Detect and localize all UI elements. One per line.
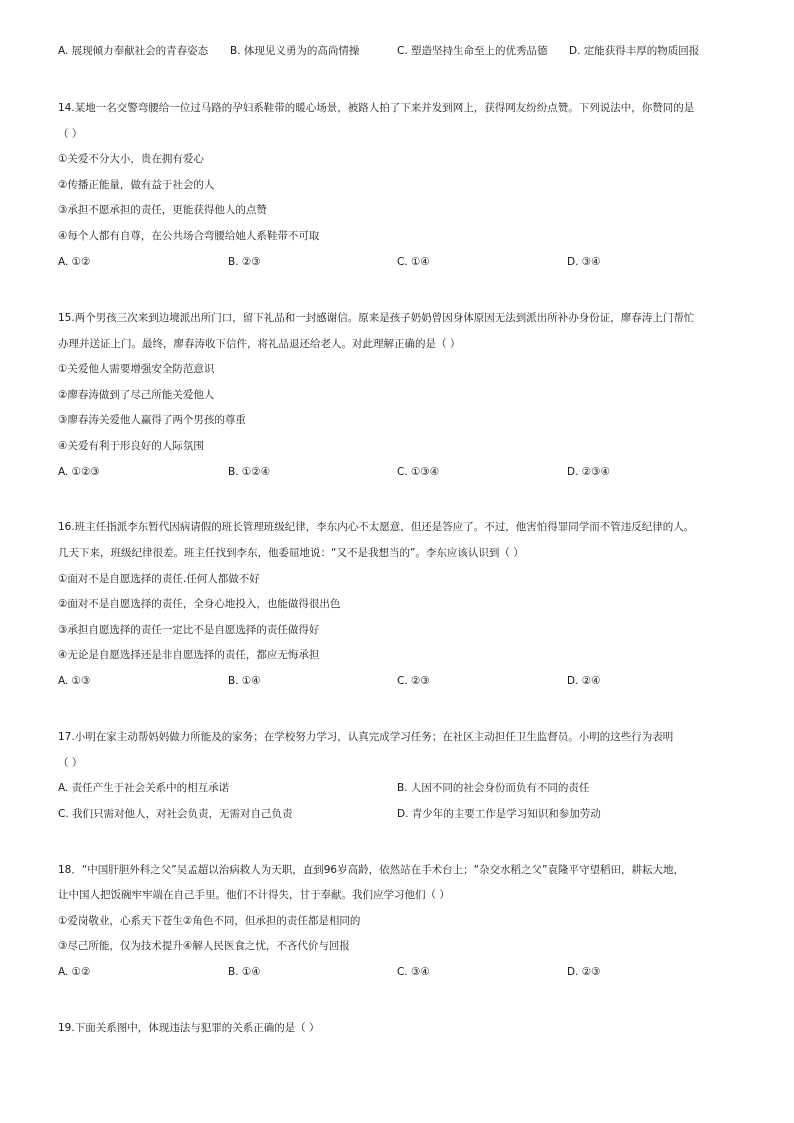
q14-statement-4: ④每个人都有自尊，在公共场合弯腰给她人系鞋带不可取	[58, 230, 320, 242]
q18-option-a: A. ①②	[58, 966, 91, 978]
q16-option-b: B. ①④	[228, 675, 261, 687]
q15-option-d: D. ②③④	[567, 466, 610, 478]
q13-option-d: D. 定能获得丰厚的物质回报	[569, 45, 700, 57]
q16-statement-1: ①面对不是自愿选择的责任.任何人都做不好	[58, 573, 260, 585]
q15-statement-2: ②廖春涛做到了尽己所能关爱他人	[58, 389, 215, 401]
q18-option-c: C. ③④	[397, 966, 430, 978]
q18-statement-1: ①爱岗敬业，心系天下苍生②角色不同，但承担的责任都是相同的	[58, 915, 361, 927]
q15-statement-3: ③廖春涛关爱他人赢得了两个男孩的尊重	[58, 414, 246, 426]
q13-option-b: B. 体现见义勇为的高尚情操	[230, 45, 360, 57]
q17-option-a: A. 责任产生于社会关系中的相互承诺	[58, 782, 230, 794]
q16-statement-3: ③承担自愿选择的责任一定比不是自愿选择的责任做得好	[58, 624, 320, 636]
q16-statement-4: ④无论是自愿选择还是非自愿选择的责任，都应无悔承担	[58, 649, 320, 661]
q18-statement-2: ③尽己所能，仅为技术提升④解人民医食之忧，不吝代价与回报	[58, 940, 350, 952]
q15-stem-line1: 15.两个男孩三次来到边境派出所门口，留下礼品和一封感谢信。原来是孩子奶奶曾因身体原因无法到派出所补办身份证，廖春涛上门帮忙	[58, 312, 695, 324]
q16-stem-line1: 16.班主任指派李东暂代因病请假的班长管理班级纪律，李东内心不太愿意，但还是答应了。不过，他害怕得罪同学而不管违反纪律的人。	[58, 521, 695, 533]
q17-option-c: C. 我们只需对他人，对社会负责，无需对自己负责	[58, 808, 293, 820]
q16-stem-line2: 几天下来，班级纪律很差。班主任找到李东，他委屈地说：“又不是我想当的”。李东应该认识到（ ）	[58, 547, 524, 559]
q14-statement-3: ③承担不愿承担的责任，更能获得他人的点赞	[58, 204, 267, 216]
q13-option-a: A. 展现倾力奉献社会的青春姿态	[58, 45, 209, 57]
q15-statement-4: ④关爱有利于形良好的人际氛围	[58, 440, 204, 452]
q16-option-c: C. ②③	[397, 675, 430, 687]
q14-option-d: D. ③④	[567, 256, 601, 268]
q14-option-c: C. ①④	[397, 256, 430, 268]
q16-option-d: D. ②④	[567, 675, 601, 687]
q18-option-b: B. ①④	[228, 966, 261, 978]
q13-option-c: C. 塑造坚持生命至上的优秀品德	[397, 45, 548, 57]
q15-option-a: A. ①②③	[58, 466, 100, 478]
q15-option-b: B. ①②④	[228, 466, 271, 478]
q17-option-d: D. 青少年的主要工作是学习知识和参加劳动	[397, 808, 601, 820]
q14-option-b: B. ②③	[228, 256, 261, 268]
q15-option-c: C. ①③④	[397, 466, 440, 478]
q16-option-a: A. ①③	[58, 675, 91, 687]
q17-stem-line1: 17.小明在家主动帮妈妈做力所能及的家务；在学校努力学习，认真完成学习任务；在社区主动担任卫生监督员。小明的这些行为表明	[58, 731, 674, 743]
q14-stem-line1: 14.某地一名交警弯腰给一位过马路的孕妇系鞋带的暖心场景，被路人拍了下来并发到网上，获得网友纷纷点赞。下列说法中，你赞同的是	[58, 102, 695, 114]
q18-option-d: D. ②③	[567, 966, 601, 978]
q14-option-a: A. ①②	[58, 256, 91, 268]
q14-stem-line2: （ ）	[58, 128, 83, 140]
q16-statement-2: ②面对不是自愿选择的责任，全身心地投入，也能做得很出色	[58, 598, 341, 610]
q15-stem-line2: 办理并送证上门。最终，廖春涛收下信件，将礼品退还给老人。对此理解正确的是（ ）	[58, 338, 461, 350]
q14-statement-1: ①关爱不分大小，贵在拥有爱心	[58, 153, 204, 165]
q19-stem-line1: 19.下面关系图中，体现违法与犯罪的关系正确的是（ ）	[58, 1022, 320, 1034]
q18-stem-line1: 18．“中国肝胆外科之父”吴孟超以治病救人为天职，直到96岁高龄，依然站在手术台上；“杂交水稻之父”袁隆平守望稻田，耕耘大地，	[58, 864, 684, 876]
q17-stem-line2: （ ）	[58, 757, 83, 769]
q17-option-b: B. 人因不同的社会身份而负有不同的责任	[397, 782, 590, 794]
q18-stem-line2: 让中国人把饭碗牢牢端在自己手里。他们不计得失，甘于奉献。我们应学习他们（ ）	[58, 889, 450, 901]
q15-statement-1: ①关爱他人需要增强安全防范意识	[58, 363, 215, 375]
q14-statement-2: ②传播正能量，做有益于社会的人	[58, 179, 215, 191]
